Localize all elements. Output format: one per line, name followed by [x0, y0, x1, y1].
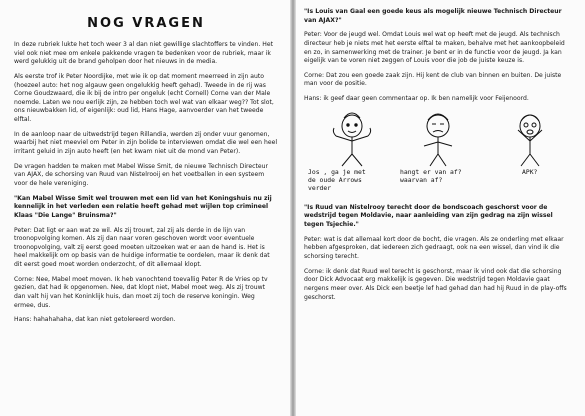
- answer-corne-van-gaal: Corne: Dat zou een goede zaak zijn. Hij kent de club van binnen en buiten. De juiste man voor de positie.: [304, 71, 562, 88]
- cartoon-figure-1: [322, 110, 382, 168]
- question-mabel: "Kan Mabel Wisse Smit wel trouwen met een lid van het Koningshuis nu zij kennelijk in het verleden een relatie heeft gehad met wijlen top crimineel Klaas "Die Lange" Bruinsma?": [14, 194, 272, 219]
- right-page: [294, 0, 585, 416]
- page-title: NOG VRAGEN: [87, 16, 205, 31]
- cartoon-strip: [304, 110, 573, 198]
- answer-hans-van-gaal: Hans: ik geef daar geen commentaar op. Ik ben namelijk voor Feijenoord.: [304, 95, 529, 103]
- cartoon-caption-2: hangt er van af? waarvan af?: [400, 167, 462, 185]
- left-page: [0, 0, 292, 416]
- topics-paragraph: De vragen hadden te maken met Mabel Wisse Smit, de nieuwe Technisch Directeur van AJAX, de schorsing van Ruud van Nistelrooij en het voetballen in een systeem voor de hele vereniging.: [14, 162, 269, 187]
- answer-hans-mabel: Hans: hahahahaha, dat kan niet getolereerd worden.: [14, 316, 176, 324]
- intro-paragraph: In deze rubriek lukte het toch weer 3 al dan niet gewillige slachtoffers te vinden. Het viel ook niet mee om enkele pakkende vragen te bedenken voor de rubriek, maar ik werd gelukkig uit de brand geholpen door het nieuws in de media.: [14, 41, 273, 66]
- answer-peter-van-gaal: Peter: Voor de jeugd wel. Omdat Louis wel wat op heeft met de jeugd. Als technisch directeur heb je niets met het eerste elftal te maken, behalve met het aankoopbeleid en zo, in samenwerking met de trainer. Je bent er in de functie voor de jeugd. Ja kan eigelijk van te voren niet zeggen of Louis voor die job de juiste keuze is.: [304, 31, 565, 65]
- question-van-gaal: "Is Louis van Gaal een goede keus als mogelijk nieuwe Technisch Directeur van AJAX?": [304, 8, 562, 24]
- cartoon-figure-3: [500, 110, 560, 168]
- interviewees-paragraph: Als eerste trof ik Peter Noordijke, met wie ik op dat moment meerreed in zijn auto (hoezeel auto: het nog algauw geen ongelukkig heeft gehad). Tweede in de rij was Corne Goudzwaard, die ik bij de intro per ongeluk (echt Cornell) Corne van der Male noemde. Laten we nou eerlijk zijn, ze hebben toch wel wat van elkaar weg?? Tot slot, ons nieuwbakken lid, of eigenlijk: oud lid, Hans Hage, aanvoerder van het tweede elftal.: [14, 72, 274, 124]
- answer-corne-mabel: Corne: Nee, Mabel moet moven. Ik heb vanochtend toevallig Peter R de Vries op tv gezien, dat had ik opgenomen. Nee, dat klopt niet, Mabel moet weg. Als zij trouwt dan valt hij van het Koninklijk huis, dan moet zij toch de reserve koningin. Weg ermee, dus.: [14, 275, 268, 309]
- answer-corne-nistelrooy: Corne: ik denk dat Ruud wel terecht is geschorst, maar ik vind ook dat die schorsing door Dick Advocaat erg makkelijk is gegeven. Die wedstrijd tegen Moldavie gaat nergens meer over. Als Dick een beetje lef had gehad dan had hij Ruud in de play-offs geschorst.: [304, 267, 567, 301]
- answer-peter-mabel: Peter: Dat ligt er aan wat ze wil. Als zij trouwt, zal zij als derde in de lijn van troonopvolging komen. Als zij dan naar voren geschoven wordt voor eventuele troonopvolging, valt zij eerst goed moeten uitzoeken wat er aan de hand is. Het is heel makkelijk om op basis van de huidige informatie te oordelen, maar ik denk dat dit eerst goed moet worden onderzocht, of dit allemaal klopt.: [14, 226, 270, 269]
- cartoon-caption-3: APK?: [522, 167, 538, 176]
- cartoon-caption-1: Jos , ga je met de oude Arrows verder: [308, 167, 366, 193]
- cartoon-figure-2: [408, 110, 468, 168]
- setting-paragraph: In de aanloop naar de uitwedstrijd tegen Rillandia, werden zij onder vuur genomen, waarbij het niet meeviel om Peter in zijn bolide te interviewen omdat die wel een heel irritant geluid in zijn auto heeft (en het kwam niet uit de mond van Peter).: [14, 130, 278, 156]
- question-nistelrooy: "Is Ruud van Nistelrooy terecht door de bondscoach geschorst voor de wedstrijd tegen Moldavie, naar aanleiding van zijn gedrag na zijn wissel tegen Tsjechie.": [304, 203, 553, 229]
- answer-peter-nistelrooy: Peter: wat is dat allemaal kort door de bocht, die vragen. Als ze onderling met elkaar hebben afgesproken, dat iedereen zich gedraagt, ook na een wissel, dan vind ik die schorsing terecht.: [304, 235, 564, 260]
